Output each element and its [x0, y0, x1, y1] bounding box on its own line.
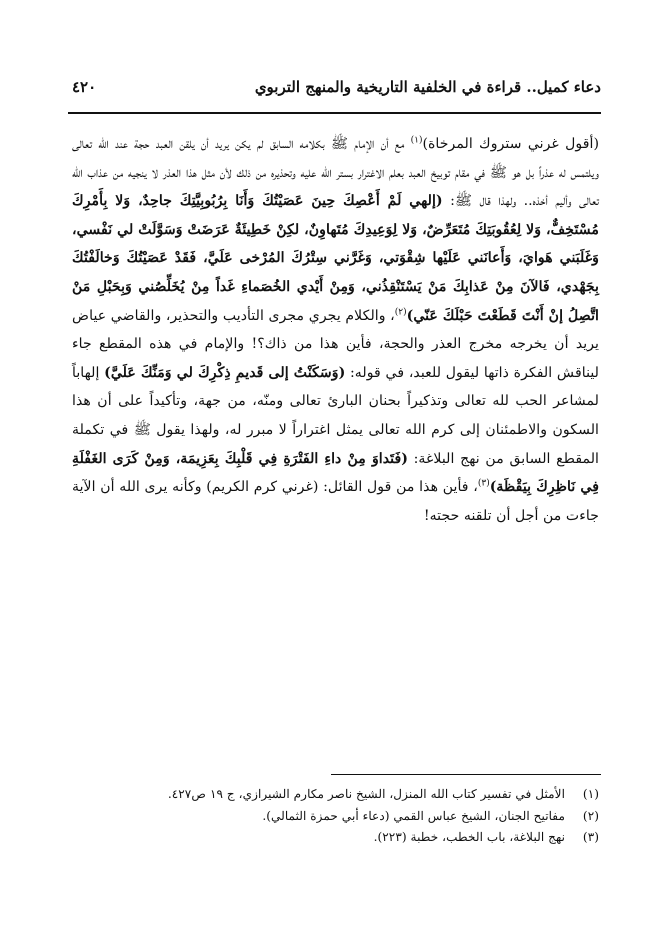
footnote: [72, 827, 599, 849]
body-paragraph: [72, 130, 599, 530]
footnote-rule: [331, 774, 601, 775]
quoted-phrase: (أقول غرني ستروك المرخاة): [422, 136, 599, 152]
supplication-quote: (وَسَكَنْتُ إلى قَديمِ ذِكْرِكَ لي وَمَنِّكَ عَلَيَّ): [104, 364, 346, 381]
footnote-number: (١): [582, 787, 599, 801]
footnote-text: الأمثل في تفسير كتاب الله المنزل، الشيخ ناصر مكارم الشيرازي، ج ١٩ ص٤٢٧.: [167, 787, 565, 801]
footnote: [72, 784, 599, 806]
footnotes: [72, 784, 599, 849]
header-rule: [68, 112, 601, 114]
footnote-ref-3: (٣): [477, 478, 490, 489]
page-number: ٤٢٠: [72, 78, 97, 96]
body-text: ، والكلام يجري مجرى التأديب والتحذير، والقاضي عياض يريد أن يخرجه مخرج العذر والحجة، فأين هذا من ذاك؟! والإمام في هذه المقطع جاء ليناقش الفكرة ذاتها ليقول للعبد، في قوله:: [72, 307, 599, 381]
footnote-ref-2: (٢): [394, 306, 407, 317]
footnote-ref-1: (١): [410, 135, 423, 146]
main-text: [72, 130, 599, 530]
body-text: مع أن الإمام ﷺ بكلامه السابق لم يكن يريد أن يلقن العبد حجة عند الله تعالى ويلتمس له عذراً بل هو ﷺ في مقام توبيخ العبد بعلم الاغترار بستر الله عليه وتحذيره من ذلك لأن مثل هذا العذر لا ينجيه من عذاب الله تعالى وأليم أخذه.. ولهذا قال ﷺ:: [72, 136, 599, 210]
footnote-text: مفاتيح الجنان، الشيخ عباس القمي (دعاء أبي حمزة الثمالي).: [262, 808, 565, 823]
footnote: [72, 806, 599, 828]
running-title: دعاء كميل.. قراءة في الخلفية التاريخية والمنهج التربوي: [254, 78, 601, 96]
body-text: ، فأين هذا من قول القائل: (غرني كرم الكريم) وكأنه يرى الله أن الآية جاءت من أجل أن تلقنه حجته!: [72, 479, 599, 524]
running-header: [72, 72, 601, 102]
nahj-quote: (فَتَداوَ مِنْ داءِ الفَتْرَةِ فِي قَلْبِكَ بِعَزِيمَة، وَمِنْ كَرَى الغَفْلَةِ فِي نَاظِرِكَ بِيَقْظَة): [72, 450, 599, 496]
footnote-number: (٣): [582, 830, 599, 844]
supplication-quote: (إلهي لَمْ أَعْصِكَ حِينَ عَصَيْتُكَ وَأَنَا بِرُبُوبِيَّتِكَ جاحِدٌ، وَلا بِأَمْرِكَ مُسْتَخِفٌّ، وَلا لِعُقُوبَتِكَ مُتَعَرِّضٌ، وَلا لِوَعِيدِكَ مُتَهاوِنٌ، لكِنْ خَطِيئَةٌ عَرَضَتْ وَسَوَّلَتْ لي نَفْسي، وَغَلَبَني هَوايَ، وَأَعانَني عَلَيْها شِقْوَتي، وَغَرَّني سِتْرُكَ المُرْخى عَلَيَّ، فَقَدْ عَصَيْتُكَ وَخالَفْتُكَ بِجَهْدي، فَالآنَ مِنْ عَذابِكَ مَنْ يَسْتَنْقِذُني، وَمِنْ أَيْدي الخُصَماءِ غَداً مِنْ يُخَلِّصُني وَبِحَبْلِ مَنْ اتَّصِلُ إنْ أَنْتَ قَطَعْتَ حَبْلَكَ عَنّي): [72, 193, 599, 324]
body-text: إلهاباً لمشاعر الحب لله تعالى وتذكيراً بحنان البارئ تعالى ومنّه، من جهة، وتأكيداً على أن هذا السكون والاطمئنان إلى كرم الله تعالى يمثل اغتراراً لا مبرر له، ولهذا يقول ﷺ في تكملة المقطع السابق من نهج البلاغة:: [72, 364, 599, 467]
footnote-number: (٢): [582, 808, 599, 823]
footnote-text: نهج البلاغة، باب الخطب، خطبة (٢٢٣).: [373, 830, 565, 844]
